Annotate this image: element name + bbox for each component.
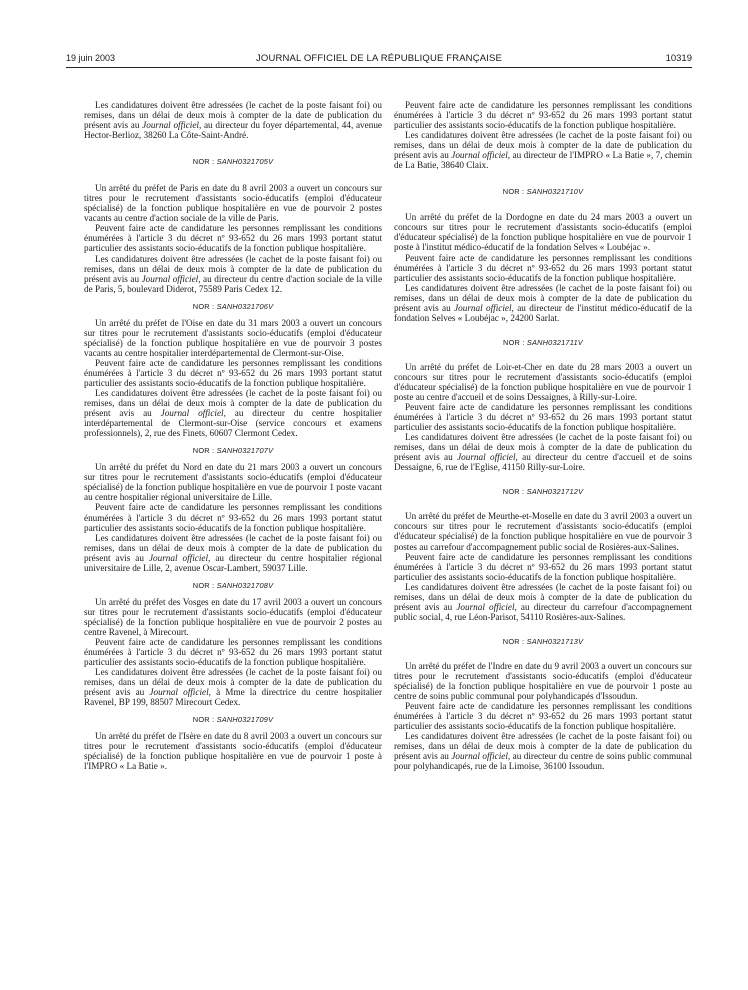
journal-name: Journal officiel, bbox=[142, 120, 202, 131]
paragraph: Les candidatures doivent être adressées (le cachet de la poste faisant foi) ou remises, dans un délai de deux mois à compter de la date de publication du présent avis au Journal officiel, au directeur de l'IMPRO « La Batie », 7, chemin de La Batie, 38640 Claix. bbox=[394, 130, 693, 171]
paragraph: Peuvent faire acte de candidature les personnes remplissant les conditions énumérées à l'article 3 du décret nº 93-652 du 26 mars 1993 portant statut particulier des assistants socio-éducatifs de la fonction publique hospitalière. bbox=[394, 402, 692, 433]
paragraph: Un arrêté du préfet du Nord en date du 21 mars 2003 a ouvert un concours sur titres pour le recrutement d'assistants socio-éducatifs (emploi d'éducateur spécialisé) de la fonction publique hospitalière en vue de pourvoir 1 poste vacant au centre hospitalier régional universitaire de Lille. bbox=[84, 462, 382, 503]
paragraph: Les candidatures doivent être adressées (le cachet de la poste faisant foi) ou remises, dans un délai de deux mois à compter de la date de publication du présent avis au Journal officiel, au directeur du carrefour d'accompagnement public social, 4, rue Léon-Parisot, 54110 Rosières-aux-Salines. bbox=[394, 581, 693, 622]
paragraph: Les candidatures doivent être adressées (le cachet de la poste faisant foi) ou remises, dans un délai de deux mois à compter de la date de publication du présent avis au Journal officiel, à Mme la directrice du centre hospitalier Ravenel, BP 199, 88507 Mirecourt Cedex. bbox=[84, 667, 383, 708]
paragraph: Peuvent faire acte de candidature les personnes remplissant les conditions énumérées à l'article 3 du décret nº 93-652 du 26 mars 1993 portant statut particulier des assistants socio-éducatifs de la fonction publique hospitalière. bbox=[394, 701, 692, 732]
paragraph: Peuvent faire acte de candidature les personnes remplissant les conditions énumérées à l'article 3 du décret nº 93-652 du 26 mars 1993 portant statut particulier des assistants socio-éducatifs de la fonction publique hospitalière. bbox=[84, 502, 382, 533]
running-header bbox=[66, 53, 692, 65]
right-column bbox=[394, 100, 692, 771]
journal-name: Journal officiel, bbox=[148, 552, 211, 563]
nor-reference: NOR : SANH0321708V bbox=[192, 580, 274, 590]
journal-name: Journal officiel, bbox=[160, 408, 226, 419]
issue-date: 19 juin 2003 bbox=[66, 53, 116, 63]
nor-code: SANH0321709V bbox=[216, 715, 274, 725]
paragraph: Les candidatures doivent être adressées (le cachet de la poste faisant foi) ou remises, dans un délai de deux mois à compter de la date de publication du présent avis au Journal officiel, au directeur du centre hospitalier régional universitaire de Lille, 2, avenue Oscar-Lambert, 59037 Lille. bbox=[84, 532, 383, 573]
paragraph: Les candidatures doivent être adressées (le cachet de la poste faisant foi) ou remises, dans un délai de deux mois à compter de la date de publication du présent avis au Journal officiel, au directeur du centre d'accueil et de soins Dessaigne, 6, rue de l'Eglise, 41150 Rilly-sur-Loire. bbox=[394, 432, 693, 473]
page-number: 10319 bbox=[665, 53, 692, 64]
paragraph: Les candidatures doivent être adressées (le cachet de la poste faisant foi) ou remises, dans un délai de deux mois à compter de la date de publication du présent avis au Journal officiel, au directeur du centre de soins public communal pour polyhandicapés, rue de la Limoise, 36100 Issoudun. bbox=[394, 731, 693, 772]
journal-name: Journal officiel, bbox=[457, 452, 518, 463]
nor-reference: NOR : SANH0321705V bbox=[192, 157, 274, 167]
nor-reference: NOR : SANH0321710V bbox=[502, 187, 584, 197]
nor-code: SANH0321707V bbox=[216, 446, 274, 456]
nor-code: SANH0321712V bbox=[526, 487, 584, 497]
paragraph: Les candidatures doivent être adressées (le cachet de la poste faisant foi) ou remises, dans un délai de deux mois à compter de la date de publication du présent avis au Journal officiel, au directeur de l'institut médico-éducatif de la fondation Selves « Loubéjac », 24200 Sarlat. bbox=[394, 282, 693, 323]
nor-code: SANH0321706V bbox=[216, 301, 274, 311]
journal-title: JOURNAL OFFICIEL DE LA RÉPUBLIQUE FRANÇAISE bbox=[256, 53, 502, 64]
paragraph: Les candidatures doivent être adressées (le cachet de la poste faisant foi) ou remises, dans un délai de deux mois à compter de la date de publication du présent avis au Journal officiel, au directeur du foyer départemental, 44, avenue Hector-Berlioz, 38260 La Côte-Saint-André. bbox=[84, 100, 382, 141]
journal-name: Journal officiel, bbox=[149, 687, 211, 698]
paragraph: Un arrêté du préfet de Loir-et-Cher en date du 28 mars 2003 a ouvert un concours sur titres pour le recrutement d'assistants socio-éducatifs (emploi d'éducateur spécialisé) de la fonction publique hospitalière en vue de pourvoir 1 poste au centre d'accueil et de soins Dessaignes, à Rilly-sur-Loire. bbox=[394, 361, 692, 402]
paragraph: Un arrêté du préfet des Vosges en date du 17 avril 2003 a ouvert un concours sur titres pour le recrutement d'assistants socio-éducatifs (emploi d'éducateur spécialisé) de la fonction publique hospitalière en vue de pourvoir 2 postes au centre Ravenel, à Mirecourt. bbox=[84, 596, 382, 637]
paragraph: Un arrêté du préfet de l'Isère en date du 8 avril 2003 a ouvert un concours sur titres pour le recrutement d'assistants socio-éducatifs (emploi d'éducateur spécialisé) de la fonction publique hospitalière en vue de pourvoir 1 poste à l'IMPRO « La Batie ». bbox=[84, 731, 382, 772]
nor-reference: NOR : SANH0321713V bbox=[502, 636, 584, 646]
left-column bbox=[84, 100, 382, 771]
header-rule bbox=[66, 67, 692, 68]
nor-code: SANH0321708V bbox=[216, 580, 274, 590]
paragraph: Peuvent faire acte de candidature les personnes remplissant les conditions énumérées à l'article 3 du décret nº 93-652 du 26 mars 1993 portant statut particulier des assistants socio-éducatifs de la fonction publique hospitalière. bbox=[394, 100, 692, 131]
paragraph: Peuvent faire acte de candidature les personnes remplissant les conditions énumérées à l'article 3 du décret nº 93-652 du 26 mars 1993 portant statut particulier des assistants socio-éducatifs de la fonction publique hospitalière. bbox=[394, 551, 692, 582]
nor-reference: NOR : SANH0321706V bbox=[192, 301, 274, 311]
paragraph: Un arrêté du préfet de l'Indre en date du 9 avril 2003 a ouvert un concours sur titres pour le recrutement d'assistants socio-éducatifs (emploi d'éducateur spécialisé) de la fonction publique hospitalière en vue de pourvoir 1 poste au centre de soins public communal pour polyhandicapés d'Issoudun. bbox=[394, 660, 692, 702]
paragraph: Les candidatures doivent être adressées (le cachet de la poste faisant foi) ou remises, dans un délai de deux mois à compter de la date de publication du présent avis au Journal officiel, au directeur du centre d'action sociale de la ville de Paris, 5, boulevard Diderot, 75589 Paris Cedex 12. bbox=[84, 253, 383, 294]
journal-name: Journal officiel, bbox=[451, 150, 511, 161]
journal-name: Journal officiel, bbox=[454, 302, 514, 313]
journal-name: Journal officiel, bbox=[456, 601, 517, 612]
nor-code: SANH0321705V bbox=[216, 157, 274, 167]
nor-reference: NOR : SANH0321709V bbox=[192, 715, 274, 725]
nor-code: SANH0321713V bbox=[526, 636, 584, 646]
nor-reference: NOR : SANH0321712V bbox=[502, 487, 584, 497]
paragraph: Peuvent faire acte de candidature les personnes remplissant les conditions énumérées à l'article 3 du décret nº 93-652 du 26 mars 1993 portant statut particulier des assistants socio-éducatifs de la fonction publique hospitalière. bbox=[84, 636, 382, 668]
paragraph: Peuvent faire acte de candidature les personnes remplissant les conditions énumérées à l'article 3 du décret nº 93-652 du 26 mars 1993 portant statut particulier des assistants socio-éducatifs de la fonction publique hospitalière. bbox=[84, 357, 382, 388]
paragraph: Peuvent faire acte de candidature les personnes remplissant les conditions énumérées à l'article 3 du décret nº 93-652 du 26 mars 1993 portant statut particulier des assistants socio-éducatifs de la fonction publique hospitalière. bbox=[84, 223, 382, 254]
paragraph: Un arrêté du préfet de Meurthe-et-Moselle en date du 3 avril 2003 a ouvert un concours sur titres pour le recrutement d'assistants socio-éducatifs (emploi d'éducateur spécialisé) de la fonction publique hospitalière en vue de pourvoir 3 postes au carrefour d'accompagnement public social de Rosières-aux-Salines. bbox=[394, 511, 692, 552]
paragraph: Un arrêté du préfet de la Dordogne en date du 24 mars 2003 a ouvert un concours sur titres pour le recrutement d'assistants socio-éducatifs (emploi d'éducateur spécialisé) de la fonction publique hospitalière en vue de pourvoir 1 poste à l'institut médico-éducatif de la fondation Selves « Loubéjac ». bbox=[394, 212, 692, 253]
nor-reference: NOR : SANH0321711V bbox=[503, 337, 583, 347]
paragraph: Un arrêté du préfet de l'Oise en date du 31 mars 2003 a ouvert un concours sur titres pour le recrutement d'assistants socio-éducatifs (emploi d'éducateur spécialisé) de la fonction publique hospitalière en vue de pourvoir 3 postes vacants au centre hospitalier interdépartemental de Clermont-sur-Oise. bbox=[84, 317, 382, 358]
paragraph: Peuvent faire acte de candidature les personnes remplissant les conditions énumérées à l'article 3 du décret nº 93-652 du 26 mars 1993 portant statut particulier des assistants socio-éducatifs de la fonction publique hospitalière. bbox=[394, 252, 692, 283]
paragraph: Un arrêté du préfet de Paris en date du 8 avril 2003 a ouvert un concours sur titres pour le recrutement d'assistants socio-éducatifs (emploi d'éducateur spécialisé) de la fonction publique hospitalière en vue de pourvoir 2 postes vacants au centre d'action sociale de la ville de Paris. bbox=[84, 183, 382, 224]
nor-reference: NOR : SANH0321707V bbox=[192, 446, 274, 456]
nor-code: SANH0321711V bbox=[526, 337, 583, 347]
journal-name: Journal officiel, bbox=[141, 273, 201, 284]
paragraph: Les candidatures doivent être adressées (le cachet de la poste faisant foi) ou remises, dans un délai de deux mois à compter de la date de publication du présent avis au Journal officiel, au directeur du centre hospitalier interdépartemental de Clermont-sur-Oise (service concours et examens professionnels), 2, rue des Finets, 60607 Clermont Cedex. bbox=[84, 388, 382, 439]
journal-name: Journal officiel, bbox=[451, 751, 511, 762]
nor-code: SANH0321710V bbox=[526, 187, 584, 197]
